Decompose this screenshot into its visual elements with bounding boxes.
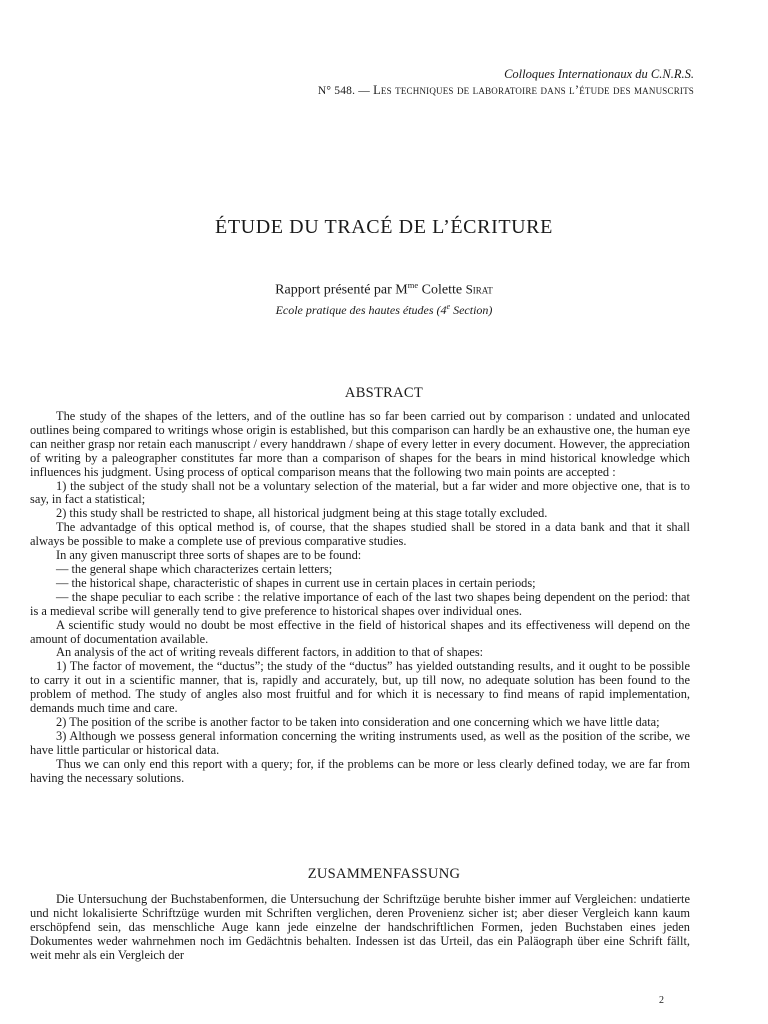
author-honorific: me <box>407 280 419 290</box>
zusammenfassung-body <box>30 893 690 963</box>
abstract-paragraph: The advantadge of this optical method is, of course, that the shapes studied shall be stored in a data bank and that it shall always be possible to make a complete use of previous comparative studies. <box>30 520 690 549</box>
abstract-paragraph: In any given manuscript three sorts of shapes are to be found: <box>56 548 362 563</box>
volume-title: Les techniques de laboratoire dans l’étude des manuscrits <box>373 83 694 97</box>
abstract-paragraph: 2) this study shall be restricted to shape, all historical judgment being at this stage totally excluded. <box>56 506 548 521</box>
abstract-paragraph: 1) The factor of movement, the “ductus”; the study of the “ductus” has yielded outstanding results, and it ought to be possible to carry it out in a scientific manner, that is, rapidly and accurately, but, up till now, no adequate solution has been found to the problem of method. The study of angles also most fruitful and for which it is necessary to find means of rapid implementation, demands much time and care. <box>30 659 690 716</box>
abstract-heading: ABSTRACT <box>344 385 424 401</box>
abstract-paragraph: Thus we can only end this report with a query; for, if the problems can be more or less clearly defined today, we are far from having the necessary solutions. <box>30 756 690 785</box>
zusammenfassung-heading: ZUSAMMENFASSUNG <box>307 866 461 882</box>
abstract-paragraph: 1) the subject of the study shall not be a voluntary selection of the material, but a far wider and more objective one, that is to say, in fact a statistical; <box>30 478 690 507</box>
abstract-paragraph: An analysis of the act of writing reveals different factors, in addition to that of shapes: <box>56 645 484 660</box>
zusammenfassung-paragraph: Die Untersuchung der Buchstabenformen, die Untersuchung der Schriftzüge beruhte bisher immer auf Vergleichen: undatierte und nicht lokalisierte Schriftzüge wurden mit Schriften verglichen, deren Provenienz sicher ist; aber dieser Vergleich kann kaum erschöpfend sein, das menschliche Auge kann jede einzelne der handschriftlichen Formen, jeden Buchstaben eines jeden Dokumentes weder wahrnehmen noch im Gedächtnis behalten. Indessen ist das Urteil, das ein Paläograph über eine Schrift fällt, weit mehr als ein Vergleich der <box>30 892 690 962</box>
abstract-paragraph: — the general shape which characterizes certain letters; <box>56 561 333 576</box>
abstract-paragraph: 3) Although we possess general information concerning the writing instruments used, as well as the position of the scribe, we have little particular or historical data. <box>30 728 690 757</box>
paper-title: ÉTUDE DU TRACÉ DE L’ÉCRITURE <box>215 216 553 238</box>
abstract-paragraph: 2) The position of the scribe is another factor to be taken into consideration and one concerning which we have little data; <box>56 714 660 729</box>
affiliation-sup: e <box>446 302 451 311</box>
series-title: Colloques Internationaux du C.N.R.S. <box>504 67 694 81</box>
author-line <box>0 280 768 299</box>
affiliation-text: Ecole pratique des hautes études (4 <box>275 303 447 317</box>
author-first-name: Colette <box>421 282 463 298</box>
running-header <box>318 66 694 99</box>
volume-line <box>318 82 694 99</box>
volume-number: N° 548. — <box>317 85 370 97</box>
affiliation <box>0 302 768 318</box>
abstract-paragraph: The study of the shapes of the letters, and of the outline has so far been carried out by comparison : undated and unlocated outlines being compared to writings whose origin is established, but this comparison can hardly be an exhaustive one, the human eye can neither grasp nor retain each manuscript / every handdrawn / shape of every letter in every document. However, the appreciation of writing by a paleographer constitutes far more than a comparison of shapes for the bears in mind historical knowledge which influences his judgment. Using process of optical comparison means that the following two main points are accepted : <box>30 409 690 479</box>
author-prefix: Rapport présenté par M <box>275 282 408 298</box>
abstract-paragraph: — the historical shape, characteristic of shapes in current use in certain places in certain periods; <box>56 575 536 590</box>
abstract-paragraph: A scientific study would no doubt be most effective in the field of historical shapes and its effectiveness will depend on the amount of documentation available. <box>30 617 690 646</box>
abstract-body <box>30 410 690 785</box>
affiliation-suffix: Section) <box>450 303 493 317</box>
abstract-paragraph: — the shape peculiar to each scribe : the relative importance of each of the last two shapes being dependent on the period: that is a medieval scribe will generally tend to give preference to historical shapes over individual ones. <box>30 589 690 618</box>
page-number: 2 <box>659 995 664 1006</box>
author-last-name: Sirat <box>465 281 493 297</box>
